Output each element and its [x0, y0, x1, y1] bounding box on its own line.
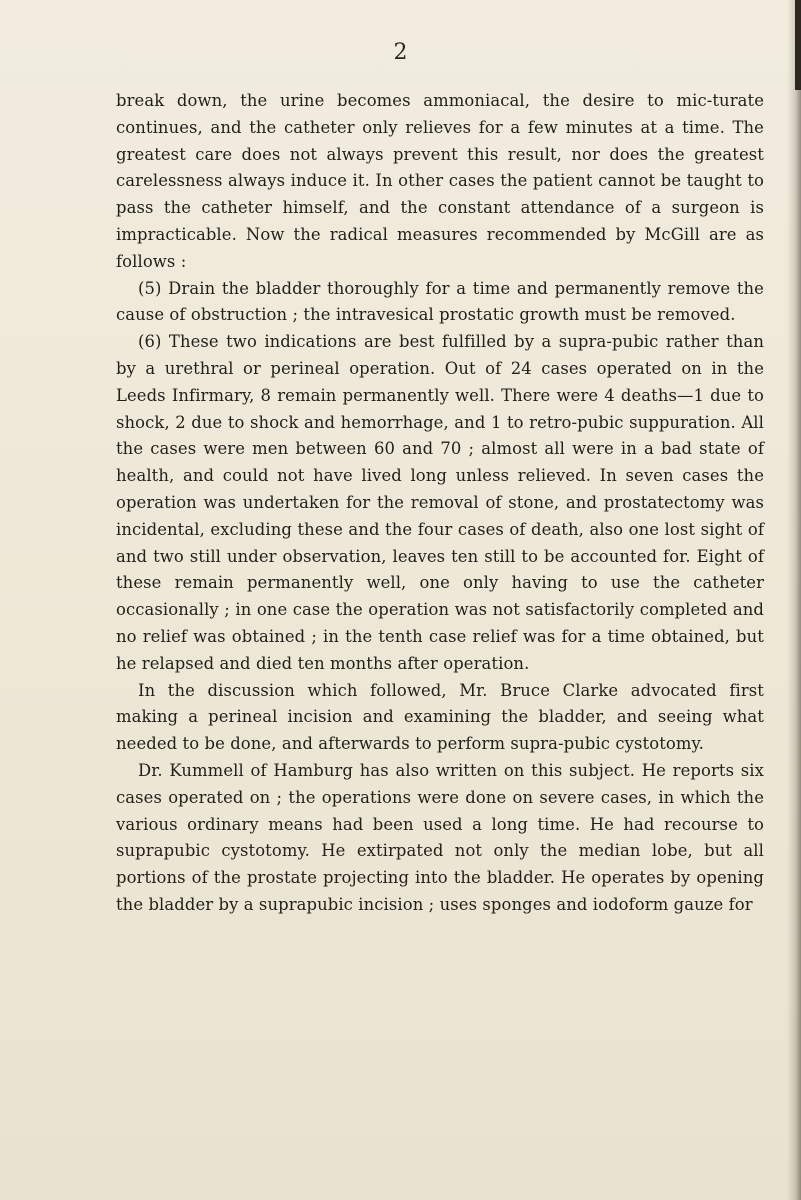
paragraph-item-5: (5) Drain the bladder thoroughly for a time and permanently remove the cause of obstruction ; the intravesical prostatic growth must be removed. [116, 278, 764, 325]
paragraph-discussion: In the discussion which followed, Mr. Bruce Clarke advocated first making a perineal incision and examining the bladder, and seeing what needed to be done, and afterwards to perform supra-pubic cystotomy. [116, 680, 764, 754]
page-number: 2 [393, 40, 408, 65]
paragraph-kummell: Dr. Kummell of Hamburg has also written on this subject. He reports six cases operated on ; the operations were done on severe cases, in which the various ordinary means had been used a long time. He had recourse to suprapubic cystotomy. He extirpated not only the median lobe, but all portions of the prostate projecting into the bladder. He operates by opening the bladder by a suprapubic incision ; uses sponges and iodoform gauze for [116, 760, 764, 914]
paragraph-continuation: break down, the urine becomes ammoniacal, the desire to mic-turate continues, and the catheter only relieves for a few minutes at a time. The greatest care does not always prevent this result, nor does the greatest carelessness always induce it. In other cases the patient cannot be taught to pass the catheter himself, and the constant attendance of a surgeon is impracticable. Now the radical measures recommended by McGill are as follows : [116, 91, 764, 271]
body-text [116, 88, 764, 919]
paragraph-item-6: (6) These two indications are best fulfilled by a supra-pubic rather than by a urethral or perineal operation. Out of 24 cases operated on in the Leeds Infirmary, 8 remain permanently well. There were 4 deaths—1 due to shock, 2 due to shock and hemorrhage, and 1 to retro-pubic suppuration. All the cases were men between 60 and 70 ; almost all were in a bad state of health, and could not have lived long unless relieved. In seven cases the operation was undertaken for the removal of stone, and prostatectomy was incidental, excluding these and the four cases of death, also one lost sight of and two still under observation, leaves ten still to be accounted for. Eight of these remain permanently well, one only having to use the catheter occasionally ; in one case the operation was not satisfactorily completed and no relief was obtained ; in the tenth case relief was for a time obtained, but he relapsed and died ten months after operation. [116, 332, 764, 673]
page-edge-shadow [787, 0, 801, 1200]
